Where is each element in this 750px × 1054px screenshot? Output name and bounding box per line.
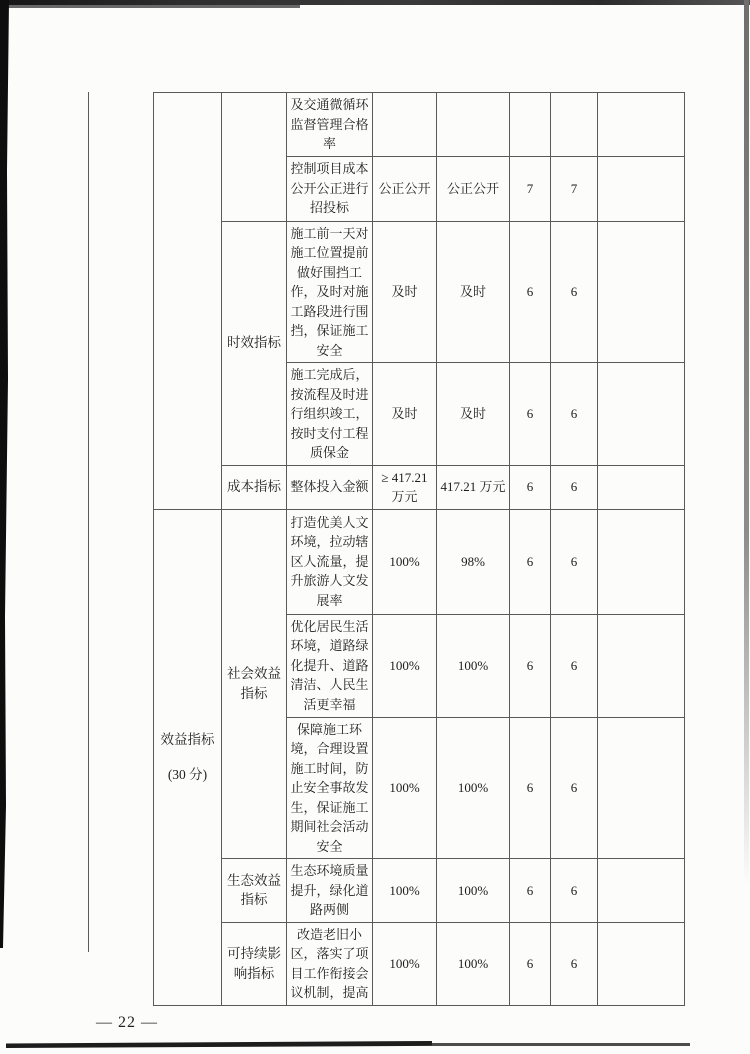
subcategory-cell-social: 社会效益指标 [222,509,287,859]
table-row [154,922,685,1005]
awarded-cell: 6 [551,465,598,509]
note-cell [598,363,685,466]
table-row [154,465,685,509]
awarded-cell: 6 [551,509,598,614]
page-number: — 22 — [96,1014,158,1031]
target-cell: 100% [373,717,437,859]
score-cell: 6 [510,465,551,509]
subcategory-cell-ecological: 生态效益指标 [222,859,287,923]
indicator-cell: 生态环境质量提升，绿化道路两侧 [287,859,373,923]
score-cell: 6 [510,363,551,466]
awarded-cell: 6 [551,922,598,1005]
awarded-cell: 7 [551,156,598,221]
awarded-cell: 6 [551,363,598,466]
indicator-cell: 打造优美人文环境，拉动辖区人流量，提升旅游人文发展率 [287,509,373,614]
indicator-cell: 及交通微循环监督管理合格率 [287,93,373,157]
indicator-cell: 控制项目成本公开公正进行招投标 [287,156,373,221]
actual-cell: 100% [437,717,510,859]
actual-cell: 及时 [437,363,510,466]
score-cell: 6 [510,922,551,1005]
score-cell: 7 [510,156,551,221]
target-cell: 100% [373,859,437,923]
awarded-cell: 6 [551,717,598,859]
scan-edge-bottom [6,1041,432,1048]
category-label: 效益指标 [160,731,215,747]
target-cell: ≥ 417.21 万元 [373,465,437,509]
score-cell [510,93,551,157]
actual-cell: 公正公开 [437,156,510,221]
actual-cell: 及时 [437,221,510,363]
awarded-cell: 6 [551,859,598,923]
actual-cell: 100% [437,922,510,1005]
subcategory-cell-cost: 成本指标 [222,465,287,509]
actual-cell: 98% [437,509,510,614]
note-cell [598,859,685,923]
table-row [154,859,685,923]
scan-edge-right [744,0,749,885]
target-cell: 公正公开 [373,156,437,221]
category-cell-benefit [154,509,222,1005]
indicator-cell: 施工完成后，按流程及时进行组织竣工，按时支付工程质保金 [287,363,373,466]
score-cell: 6 [510,717,551,859]
subcategory-cell-sustainable: 可持续影响指标 [222,922,287,1005]
target-cell: 及时 [373,221,437,363]
actual-cell: 100% [437,859,510,923]
note-cell [598,614,685,717]
note-cell [598,465,685,509]
score-cell: 6 [510,614,551,717]
indicator-cell: 保障施工环境，合理设置施工时间，防止安全事故发生，保证施工期间社会活动安全 [287,717,373,859]
indicator-cell: 整体投入金额 [287,465,373,509]
awarded-cell [551,93,598,157]
scan-edge-bottom-thin [432,1043,690,1046]
indicator-cell: 施工前一天对施工位置提前做好围挡工作，及时对施工路段进行围挡，保证施工安全 [287,221,373,363]
table-row [154,509,685,614]
category-cell-empty [154,93,222,510]
note-cell [598,93,685,157]
target-cell: 100% [373,509,437,614]
target-cell: 及时 [373,363,437,466]
subcategory-cell-timeliness: 时效指标 [222,221,287,465]
actual-cell [437,93,510,157]
table-row [154,93,685,157]
subcategory-cell-empty [222,93,287,222]
table-row [154,221,685,363]
scan-edge-left [0,0,9,948]
score-cell: 6 [510,221,551,363]
scan-edge-top-shadow [0,5,300,8]
note-cell [598,509,685,614]
category-points: (30 分) [167,767,208,782]
indicator-cell: 优化居民生活环境，道路绿化提升、道路清洁、人民生活更幸福 [287,614,373,717]
awarded-cell: 6 [551,614,598,717]
actual-cell: 417.21 万元 [437,465,510,509]
note-cell [598,922,685,1005]
target-cell [373,93,437,157]
note-cell [598,156,685,221]
indicator-cell: 改造老旧小区，落实了项目工作衔接会议机制，提高 [287,922,373,1005]
performance-indicator-table [153,92,685,1006]
target-cell: 100% [373,922,437,1005]
score-cell: 6 [510,859,551,923]
awarded-cell: 6 [551,221,598,363]
outer-table-left-rule [88,92,89,952]
note-cell [598,221,685,363]
score-cell: 6 [510,509,551,614]
note-cell [598,717,685,859]
target-cell: 100% [373,614,437,717]
actual-cell: 100% [437,614,510,717]
